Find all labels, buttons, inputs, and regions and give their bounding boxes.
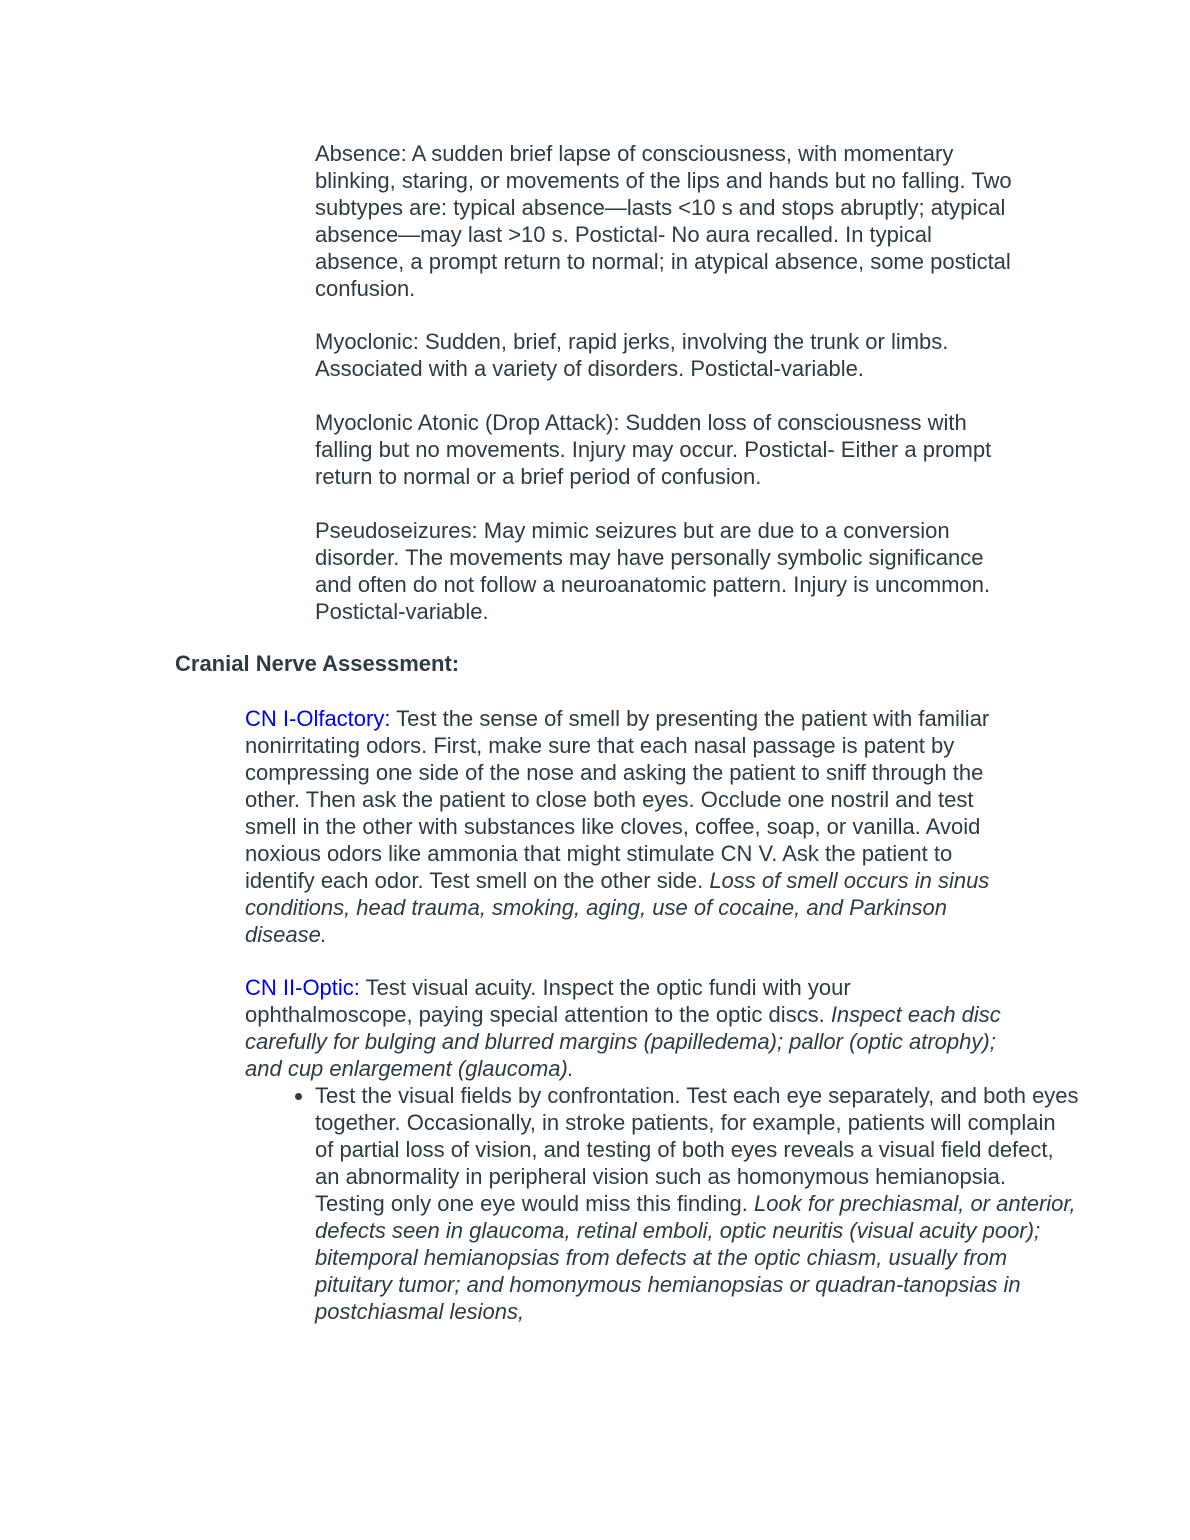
cn2-paragraph [245,974,1020,1082]
drop-attack-paragraph: Myoclonic Atonic (Drop Attack): Sudden loss of consciousness with falling but no movements. Injury may occur. Postictal- Either a prompt return to normal or a brief period of confusion. [315,410,992,489]
cn1-label: CN I-Olfactory: [245,706,391,731]
cn2-bullet-list [245,1082,1080,1325]
bullet-text: Test the visual fields by confrontation. Test each eye separately, and both eyes together. Occasionally, in stroke patients, for example, patients will complain of partial loss of vision, and testing of both eyes reveals a visual field defect, an abnormality in peripheral vision such as homonymous hemianopsia. Testing only one eye would miss this finding. [315,1083,1079,1216]
cn1-paragraph [245,705,1020,948]
myoclonic-paragraph: Myoclonic: Sudden, brief, rapid jerks, involving the trunk or limbs. Associated with a variety of disorders. Postictal-variable. [315,329,949,381]
absence-paragraph: Absence: A sudden brief lapse of consciousness, with momentary blinking, staring, or movements of the lips and hands but no falling. Two subtypes are: typical absence—lasts <10 s and stops abruptly; atypical absence—may last >10 s. Postictal- No aura recalled. In typical absence, a prompt return to normal; in atypical absence, some postictal confusion. [315,141,1012,301]
cn2-label: CN II-Optic: [245,975,360,1000]
cn2-text: Test visual acuity. Inspect the optic fundi with your ophthalmoscope, paying special attention to the optic discs. [245,975,851,1027]
list-item [315,1082,1080,1325]
bullet-italic: Look for prechiasmal, or anterior, defects seen in glaucoma, retinal emboli, optic neuritis (visual acuity poor); bitemporal hemianopsias from defects at the optic chiasm, usually from pituitary tumor; and homonymous hemianopsias or quadran-tanopsias in postchiasmal lesions, [315,1191,1076,1324]
cn1-italic: Loss of smell occurs in sinus conditions, head trauma, smoking, aging, use of cocaine, and Parkinson disease. [245,868,990,947]
cn2-italic: Inspect each disc carefully for bulging and blurred margins (papilledema); pallor (optic atrophy); and cup enlargement (glaucoma). [245,1002,1001,1081]
section-heading: Cranial Nerve Assessment: [175,651,460,676]
cn1-text: Test the sense of smell by presenting the patient with familiar nonirritating odors. First, make sure that each nasal passage is patent by compressing one side of the nose and asking the patient to sniff through the other. Then ask the patient to close both eyes. Occlude one nostril and test smell in the other with substances like cloves, coffee, soap, or vanilla. Avoid noxious odors like ammonia that might stimulate CN V. Ask the patient to identify each odor. Test smell on the other side. [245,706,990,893]
pseudoseizures-paragraph: Pseudoseizures: May mimic seizures but are due to a conversion disorder. The movements may have personally symbolic significance and often do not follow a neuroanatomic pattern. Injury is uncommon. Postictal-variable. [315,518,991,624]
